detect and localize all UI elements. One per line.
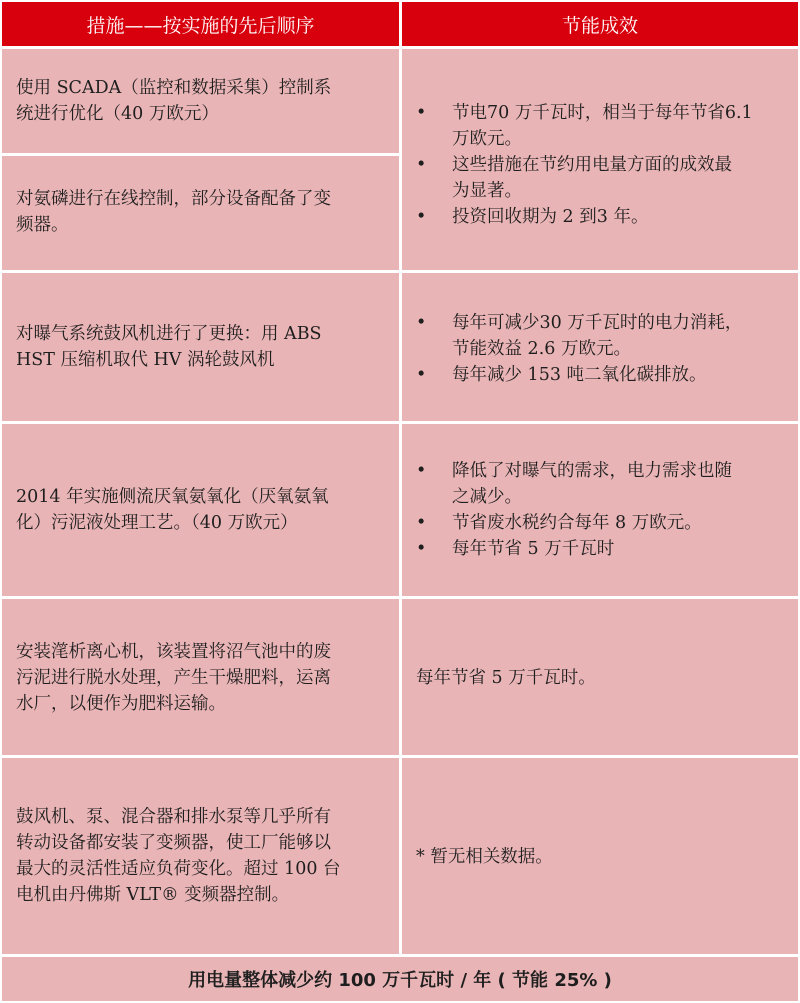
measure-text: 安装滗析离心机，该装置将沼气池中的废 污泥进行脱水处理，产生干燥肥料，运离 水厂，以便作为肥料运输。 — [16, 642, 331, 714]
energy-measures-table — [2, 2, 798, 1001]
measure-cell — [2, 273, 399, 421]
effect-cell — [402, 599, 798, 755]
measure-text: 使用 SCADA（监控和数据采集）控制系 统进行优化（40 万欧元） — [16, 78, 332, 124]
measure-cell — [2, 758, 399, 954]
header-effects: 节能成效 — [402, 2, 798, 46]
measure-cell — [2, 599, 399, 755]
effect-cell — [402, 49, 798, 270]
table-row — [2, 758, 798, 954]
table-header — [2, 2, 798, 46]
table-row — [2, 273, 798, 421]
measure-cell — [2, 49, 399, 153]
summary-row — [2, 957, 798, 1001]
effect-list — [416, 458, 782, 562]
table-row — [2, 424, 798, 596]
list-item: • 这些措施在节约用电量方面的成效最 为显著。 — [416, 152, 782, 204]
list-item: • 每年可减少30 万千瓦时的电力消耗， 节能效益 2.6 万欧元。 — [416, 310, 782, 362]
list-item: • 降低了对曝气的需求，电力需求也随 之减少。 — [416, 458, 782, 510]
effect-cell — [402, 424, 798, 596]
measure-cell — [2, 424, 399, 596]
measure-text: 对曝气系统鼓风机进行了更换：用 ABS HST 压缩机取代 HV 涡轮鼓风机 — [16, 324, 322, 370]
measure-cell — [2, 156, 399, 270]
effect-list — [416, 100, 782, 230]
effect-cell — [402, 273, 798, 421]
list-item: • 节省废水税约合每年 8 万欧元。 — [416, 510, 782, 536]
measure-text: 鼓风机、泵、混合器和排水泵等几乎所有 转动设备都安装了变频器，使工厂能够以 最大的灵活性适应负荷变化。超过 100 台 电机由丹佛斯 VLT® 变频器控制。 — [16, 807, 341, 905]
effect-cell — [402, 758, 798, 954]
list-item: • 每年节省 5 万千瓦时 — [416, 536, 782, 562]
effect-text: 每年节省 5 万千瓦时。 — [416, 668, 596, 688]
effect-list — [416, 310, 782, 388]
effect-text: * 暂无相关数据。 — [416, 847, 553, 867]
measure-text: 对氨磷进行在线控制，部分设备配备了变 频器。 — [16, 189, 331, 235]
table-row — [2, 599, 798, 755]
header-measures: 措施——按实施的先后顺序 — [2, 2, 399, 46]
list-item: • 节电70 万千瓦时，相当于每年节省6.1 万欧元。 — [416, 100, 782, 152]
summary-text: 用电量整体减少约 100 万千瓦时 / 年 ( 节能 25% ) — [2, 957, 798, 1001]
list-item: • 每年减少 153 吨二氧化碳排放。 — [416, 362, 782, 388]
list-item: • 投资回收期为 2 到3 年。 — [416, 204, 782, 230]
table-row — [2, 49, 798, 270]
measure-text: 2014 年实施侧流厌氧氨氧化（厌氧氨氧 化）污泥液处理工艺。（40 万欧元） — [16, 487, 329, 533]
